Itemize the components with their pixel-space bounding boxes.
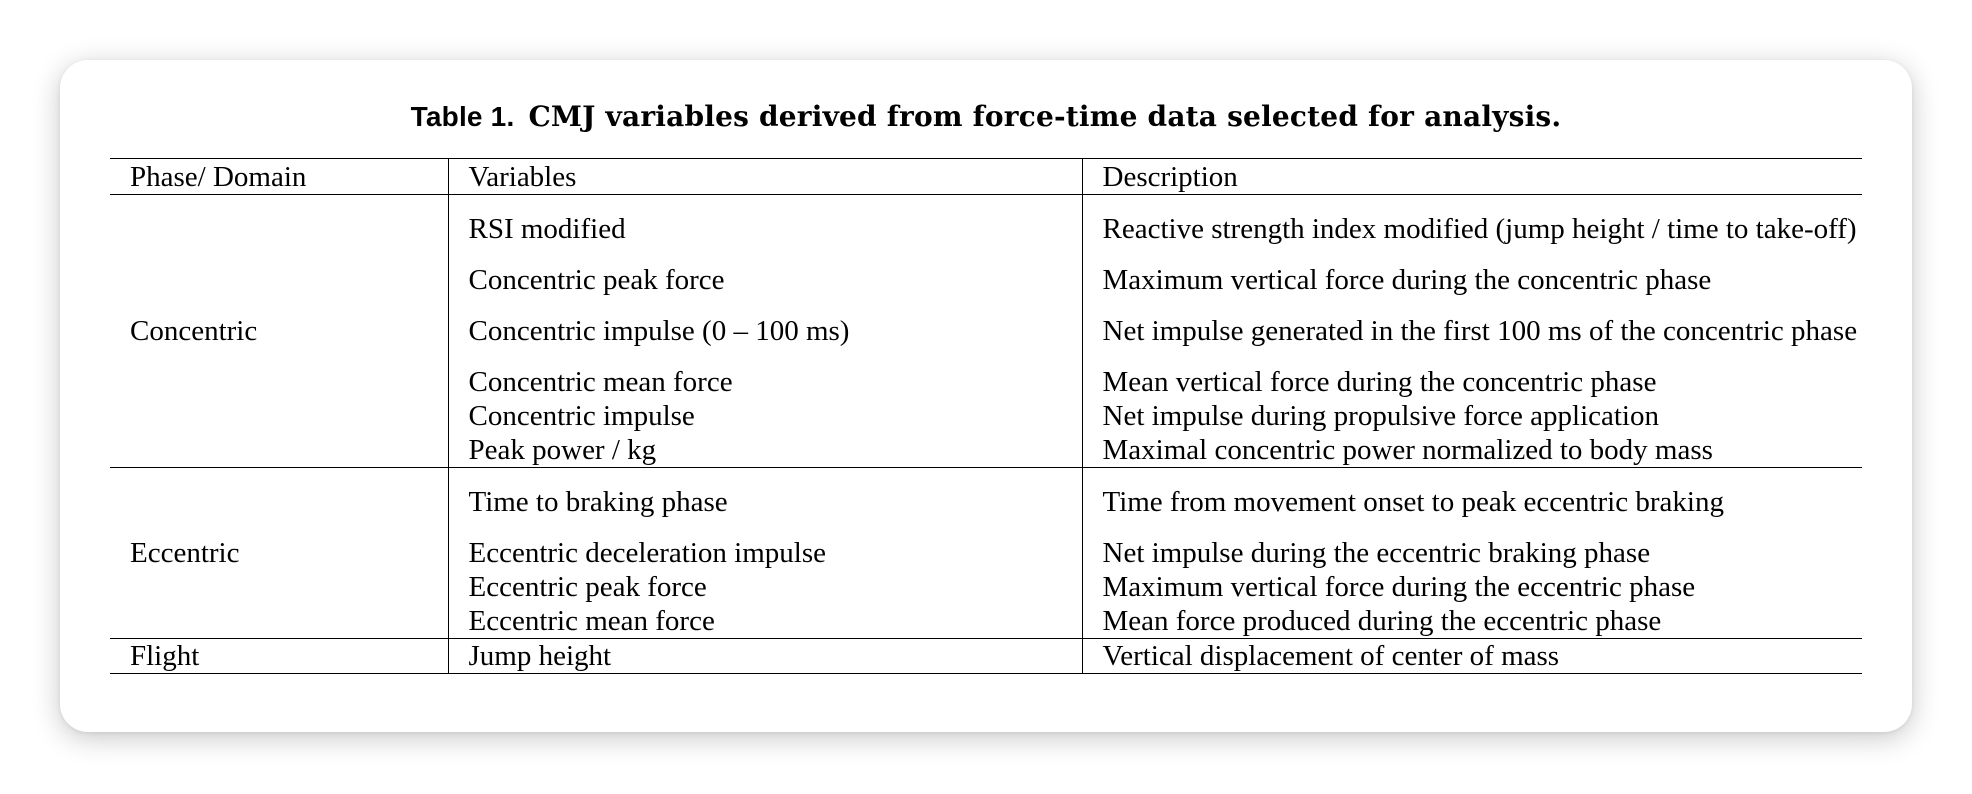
variable-cell: Eccentric peak force xyxy=(448,570,1082,604)
variable-cell: Time to braking phase xyxy=(448,468,1082,537)
caption-label: Table 1. xyxy=(410,101,515,132)
description-cell: Net impulse during the eccentric braking phase xyxy=(1102,537,1651,569)
variable-cell: Concentric impulse (0 – 100 ms) xyxy=(448,297,1082,365)
description-cell: Net impulse during propulsive force application xyxy=(1102,400,1659,432)
variable-cell: RSI modified xyxy=(448,195,1082,264)
variable-cell: Eccentric mean force xyxy=(448,604,1082,639)
variable-cell: Peak power / kg xyxy=(448,433,1082,468)
description-cell: Time from movement onset to peak eccentric braking xyxy=(1102,486,1724,518)
header-phase: Phase/ Domain xyxy=(110,159,448,195)
variable-cell: Concentric peak force xyxy=(448,263,1082,297)
table-row xyxy=(110,195,1862,264)
header-variables: Variables xyxy=(448,159,1082,195)
description-cell: Maximum vertical force during the eccentric phase xyxy=(1102,571,1696,603)
variable-cell: Concentric impulse xyxy=(448,399,1082,433)
description-cell: Maximal concentric power normalized to body mass xyxy=(1082,433,1862,468)
description-cell: Vertical displacement of center of mass xyxy=(1082,639,1862,674)
description-cell: Maximum vertical force during the concentric phase xyxy=(1102,264,1712,296)
phase-cell: Flight xyxy=(110,639,448,674)
table-caption xyxy=(60,100,1912,133)
header-description: Description xyxy=(1082,159,1862,195)
variable-cell: Jump height xyxy=(448,639,1082,674)
variable-cell: Eccentric deceleration impulse xyxy=(448,536,1082,570)
table-row xyxy=(110,639,1862,674)
cmj-variables-table xyxy=(110,158,1862,674)
header-row xyxy=(110,159,1862,195)
table-card xyxy=(60,60,1912,732)
phase-cell: Eccentric xyxy=(110,468,448,639)
description-cell: Reactive strength index modified (jump height / time to take-off) xyxy=(1102,213,1857,245)
description-cell: Mean vertical force during the concentric phase xyxy=(1102,366,1657,398)
table-row xyxy=(110,468,1862,537)
variable-cell: Concentric mean force xyxy=(448,365,1082,399)
phase-cell: Concentric xyxy=(110,195,448,468)
description-cell: Mean force produced during the eccentric phase xyxy=(1082,604,1862,639)
description-cell: Net impulse generated in the first 100 ms of the concentric phase xyxy=(1102,315,1858,347)
caption-text: CMJ variables derived from force-time data selected for analysis. xyxy=(528,100,1562,133)
